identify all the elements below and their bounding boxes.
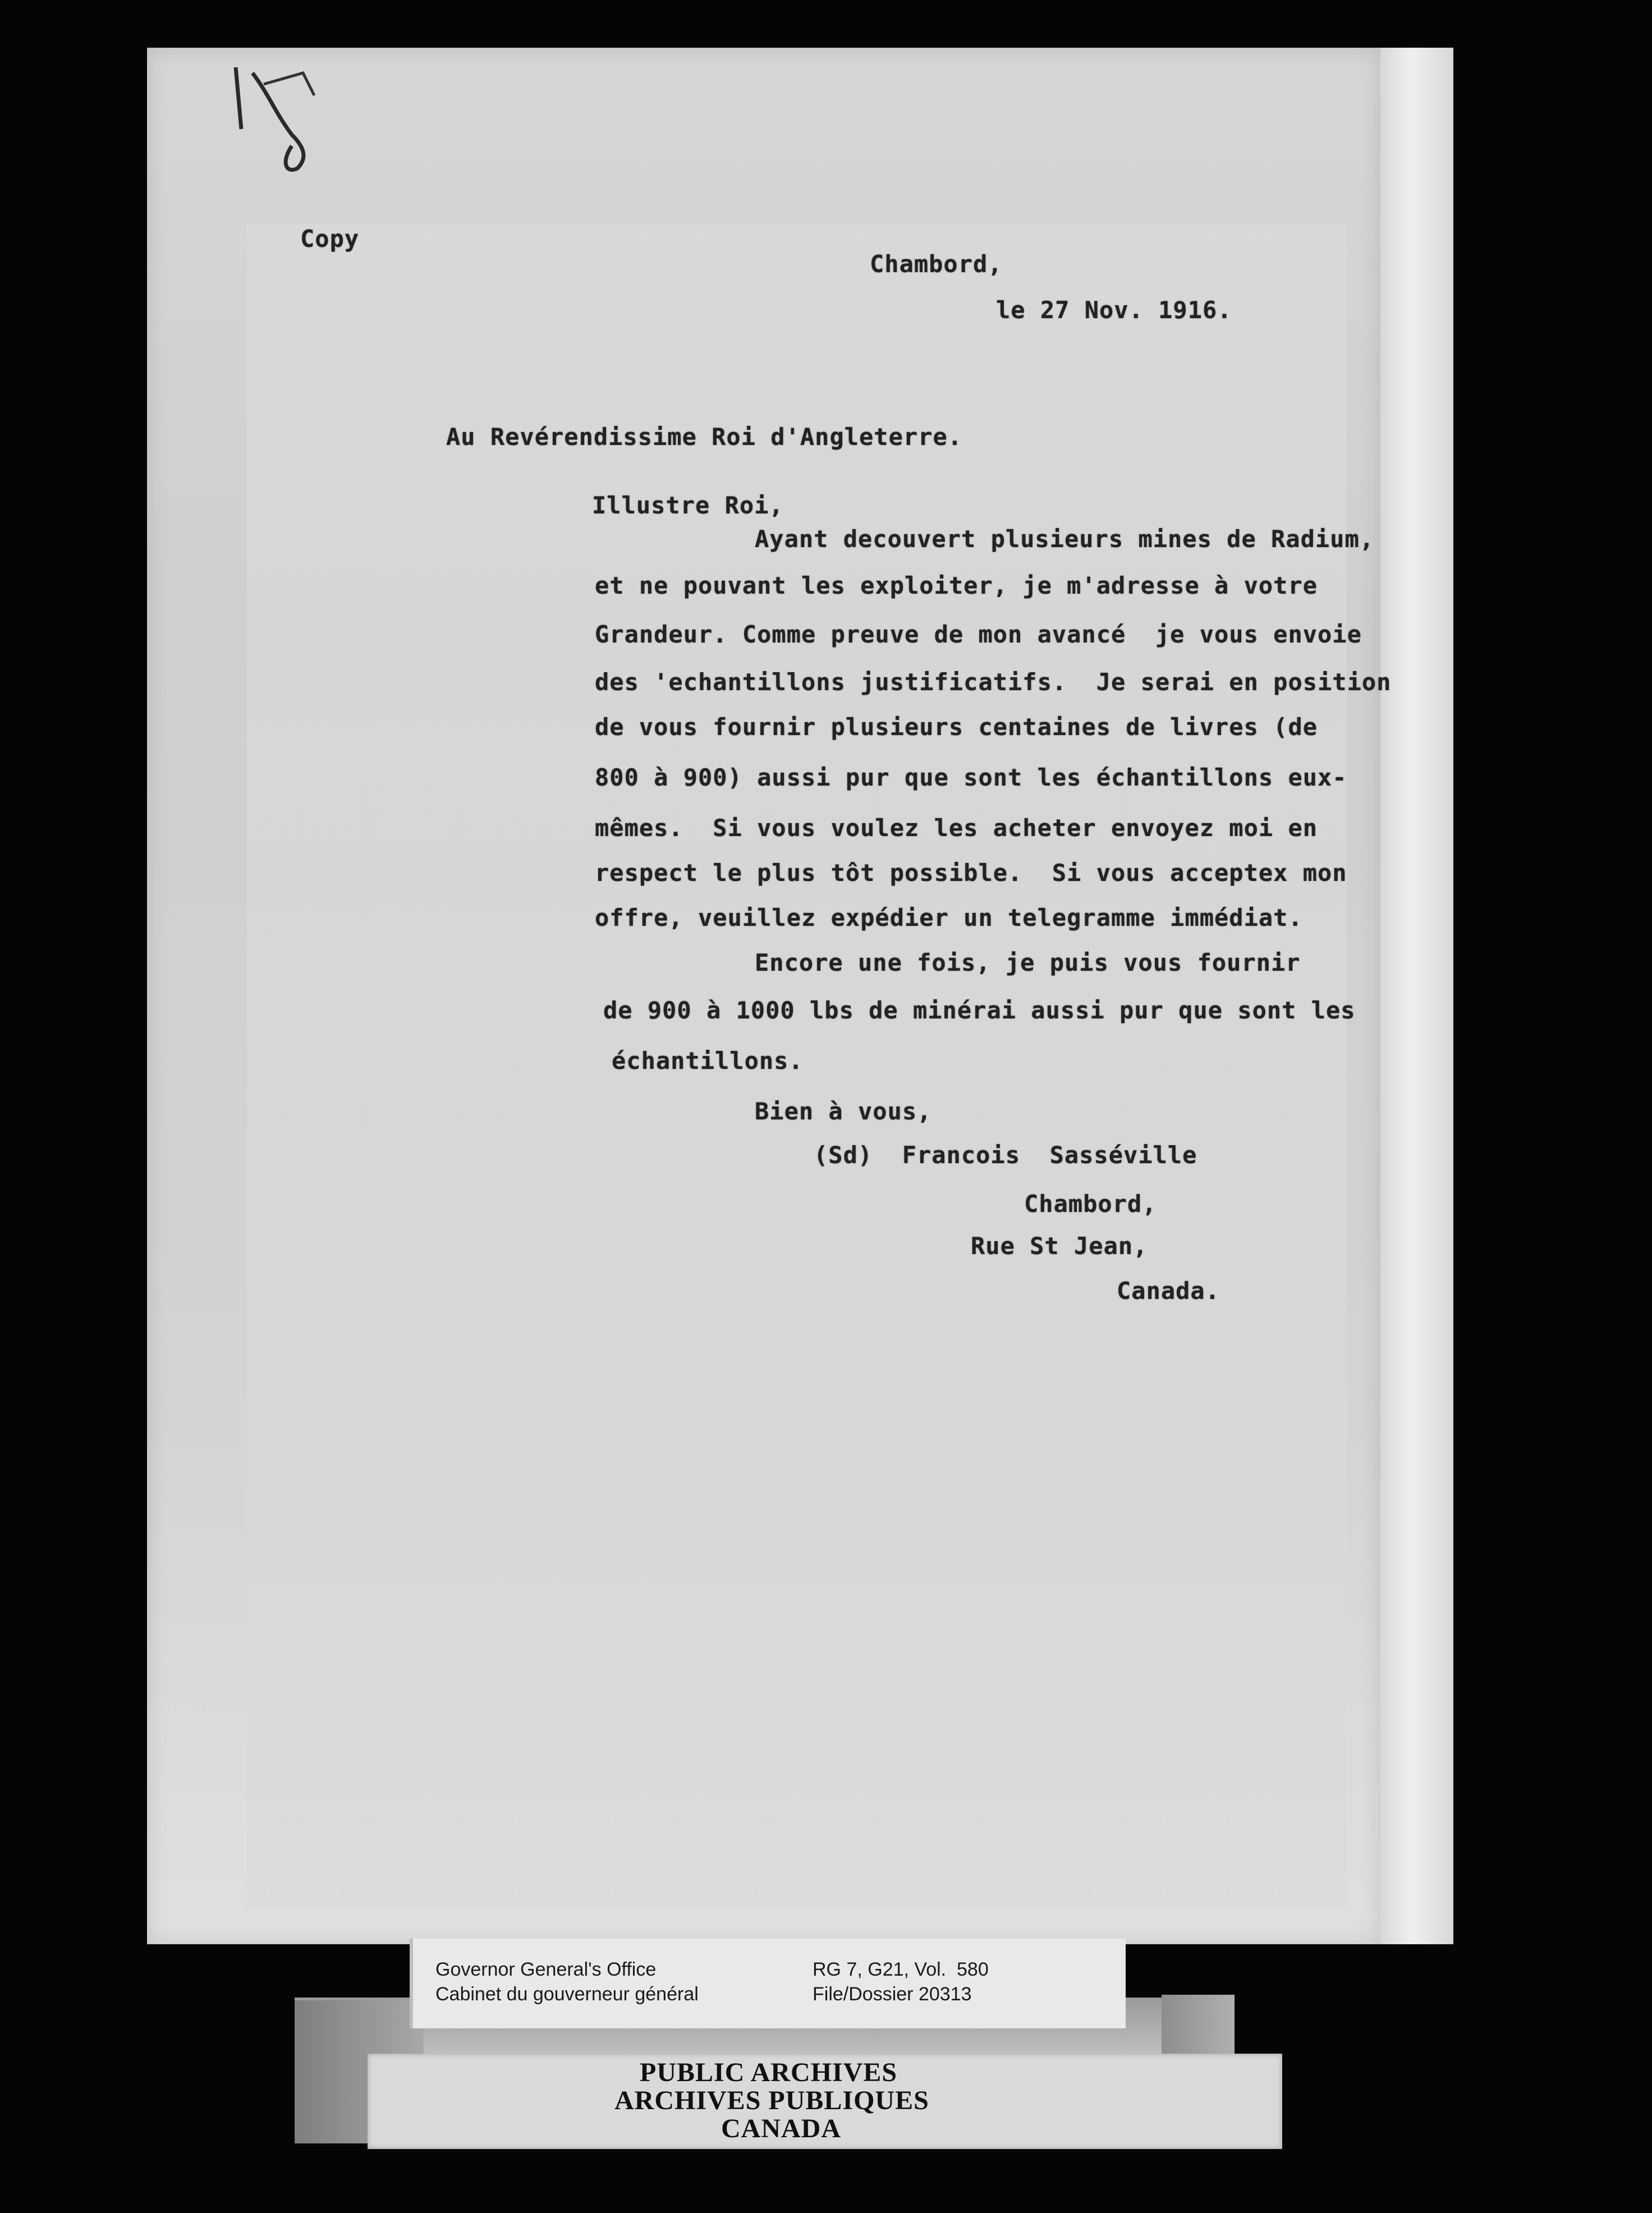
copy-label: Copy <box>300 225 360 252</box>
body-line: Ayant decouvert plusieurs mines de Radium, <box>755 525 1375 553</box>
body-line: Grandeur. Comme preuve de mon avancé je vous envoie <box>595 621 1362 648</box>
stamp-line-fr: ARCHIVES PUBLIQUES <box>614 2086 929 2115</box>
backing-sheet-edge <box>1369 48 1453 1944</box>
archive-stamp <box>368 2054 1282 2149</box>
address-line: Canada. <box>1117 1277 1220 1305</box>
office-name-fr: Cabinet du gouverneur général <box>435 1984 699 2005</box>
stamp-line-en: PUBLIC ARCHIVES <box>640 2058 898 2087</box>
salutation: Au Revérendissime Roi d'Angleterre. <box>446 423 963 451</box>
record-group-reference: RG 7, G21, Vol. 580 <box>813 1959 989 1980</box>
body-line: de 900 à 1000 lbs de minérai aussi pur que sont les <box>603 997 1356 1024</box>
body-line: offre, veuillez expédier un telegramme immédiat. <box>595 904 1303 931</box>
archive-reference-label <box>410 1939 1126 2028</box>
stamp-line-country: CANADA <box>721 2114 841 2143</box>
letter-place: Chambord, <box>870 250 1003 278</box>
greeting: Illustre Roi, <box>592 492 784 519</box>
address-line: Chambord, <box>1024 1190 1157 1218</box>
body-line: échantillons. <box>612 1047 804 1075</box>
file-number: File/Dossier 20313 <box>813 1984 972 2005</box>
body-line: 800 à 900) aussi pur que sont les échantillons eux- <box>595 764 1347 791</box>
body-line: Encore une fois, je puis vous fournir <box>755 949 1301 976</box>
closing: Bien à vous, <box>755 1098 932 1125</box>
signature: (Sd) Francois Sasséville <box>814 1141 1197 1169</box>
body-line: de vous fournir plusieurs centaines de livres (de <box>595 713 1318 741</box>
address-line: Rue St Jean, <box>971 1232 1148 1260</box>
body-line: respect le plus tôt possible. Si vous acceptex mon <box>595 859 1347 887</box>
letter-date: le 27 Nov. 1916. <box>996 296 1232 324</box>
office-name-en: Governor General's Office <box>435 1959 657 1980</box>
body-line: mêmes. Si vous voulez les acheter envoyez moi en <box>595 814 1318 842</box>
body-line: des 'echantillons justificatifs. Je serai en position <box>595 668 1392 696</box>
torn-corner-mark <box>224 62 337 196</box>
body-line: et ne pouvant les exploiter, je m'adresse à votre <box>595 572 1318 599</box>
